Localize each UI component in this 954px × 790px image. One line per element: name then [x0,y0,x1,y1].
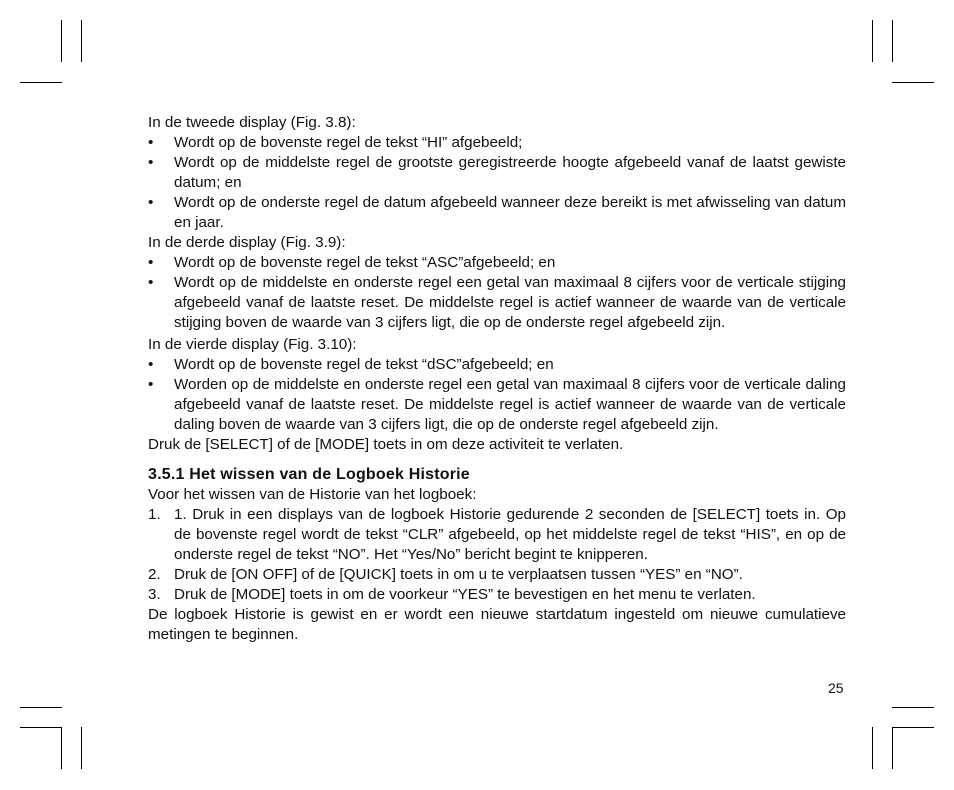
paragraph: Voor het wissen van de Historie van het logboek: [148,486,477,503]
numbered-item [148,505,846,565]
item-number: 1. [148,506,161,523]
page-body [148,113,846,645]
crop-mark [81,727,82,769]
bullet-text: Wordt op de bovenste regel de tekst “ASC”afgebeeld; en [174,254,556,271]
bullet-text: Wordt op de middelste regel de grootste geregistreerde hoogte afgebeeld vanaf de laatst gewiste datum; en [174,154,846,191]
crop-mark [61,20,62,62]
crop-mark [892,707,934,708]
bullet-marker: • [148,356,154,373]
bullet-text: Wordt op de bovenste regel de tekst “dSC”afgebeeld; en [174,356,554,373]
crop-mark [61,727,62,769]
bullet-text: Wordt op de onderste regel de datum afgebeeld wanneer deze bereikt is met afwisseling van datum en jaar. [174,194,846,231]
crop-mark [872,727,873,769]
crop-mark [892,20,893,62]
bullet-item [148,133,846,153]
bullet-text: Wordt op de middelste en onderste regel een getal van maximaal 8 cijfers voor de verticale stijging afgebeeld vanaf de laatste reset. De middelste regel is actief wanneer de waarde van de verticale stijging boven de waarde van 3 cijfers ligt, die op de onderste regel afgebeeld zijn. [174,274,846,331]
crop-mark [892,727,893,769]
item-text: 1. Druk in een displays van de logboek Historie gedurende 2 seconden de [SELECT] toets in. Op de bovenste regel wordt de tekst “CLR” afgebeeld, op het middelste regel de tekst “HIS”, en op de onderste regel de tekst “NO”. Het “Yes/No” bericht begint te knipperen. [174,506,846,563]
paragraph: Druk de [SELECT] of de [MODE] toets in om deze activiteit te verlaten. [148,436,624,453]
crop-mark [892,727,934,728]
crop-mark [81,20,82,62]
bullet-item [148,375,846,435]
bullet-item [148,355,846,375]
bullet-marker: • [148,194,154,211]
crop-mark [20,727,62,728]
bullet-item [148,273,846,333]
bullet-marker: • [148,376,154,393]
item-number: 3. [148,586,161,603]
crop-mark [872,20,873,62]
bullet-item [148,193,846,233]
section-heading: 3.5.1 Het wissen van de Logboek Historie [148,466,470,483]
crop-mark [20,707,62,708]
paragraph: De logboek Historie is gewist en er wordt een nieuwe startdatum ingesteld om nieuwe cumulatieve metingen te beginnen. [148,606,846,643]
paragraph: In de derde display (Fig. 3.9): [148,234,346,251]
item-text: Druk de [ON OFF] of de [QUICK] toets in om u te verplaatsen tussen “YES” en “NO”. [174,566,743,583]
paragraph: In de tweede display (Fig. 3.8): [148,114,356,131]
paragraph: In de vierde display (Fig. 3.10): [148,336,357,353]
bullet-marker: • [148,274,154,291]
crop-mark [892,82,934,83]
bullet-marker: • [148,134,154,151]
bullet-marker: • [148,154,154,171]
page-number: 25 [828,680,844,696]
bullet-item [148,153,846,193]
bullet-marker: • [148,254,154,271]
numbered-item [148,565,846,585]
bullet-item [148,253,846,273]
crop-mark [20,82,62,83]
item-text: Druk de [MODE] toets in om de voorkeur “YES” te bevestigen en het menu te verlaten. [174,586,756,603]
numbered-item [148,585,846,605]
bullet-text: Worden op de middelste en onderste regel een getal van maximaal 8 cijfers voor de verticale daling afgebeeld vanaf de laatste reset. De middelste regel is actief wanneer de waarde van de verticale daling boven de waarde van 3 cijfers ligt, die op de onderste regel afgebeeld zijn. [174,376,846,433]
item-number: 2. [148,566,161,583]
bullet-text: Wordt op de bovenste regel de tekst “HI” afgebeeld; [174,134,523,151]
